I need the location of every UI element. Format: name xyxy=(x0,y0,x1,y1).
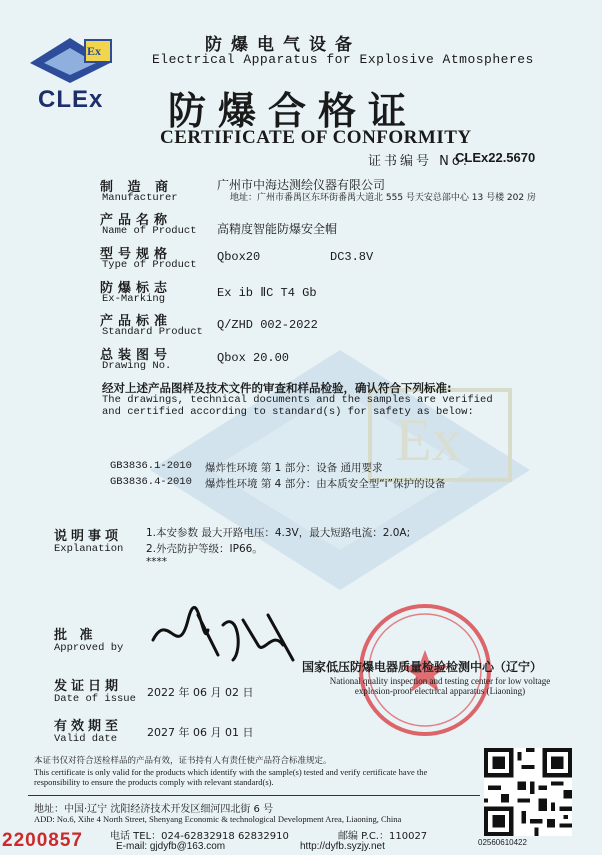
manufacturer-address: 地址：广州市番禺区东环街番禺大道北 555 号天安总部中心 13 号楼 202 房 xyxy=(230,193,536,203)
standard-label-cn: 产品标准 xyxy=(100,314,173,329)
product-label-en: Name of Product xyxy=(102,225,197,237)
footer-divider xyxy=(28,795,480,796)
logo-text: CLEx xyxy=(38,86,104,113)
drawing-label-en: Drawing No. xyxy=(102,360,172,372)
serial-number: 2200857 xyxy=(2,830,83,851)
manufacturer-label-en: Manufacturer xyxy=(102,192,178,204)
approved-label-en: Approved by xyxy=(54,642,124,654)
type-label-cn: 型号规格 xyxy=(100,247,173,262)
explanation-label-cn: 说明事项 xyxy=(54,529,123,544)
title-en: CERTIFICATE OF CONFORMITY xyxy=(160,127,472,148)
issue-label-cn: 发证日期 xyxy=(54,679,123,694)
explanation-line-1: 1.本安参数 最大开路电压：4.3V，最大短路电流：2.0A; xyxy=(146,527,411,539)
type-voltage: DC3.8V xyxy=(330,250,374,264)
cert-no: CLEx22.5670 xyxy=(455,150,536,165)
product-label-cn: 产品名称 xyxy=(100,213,173,228)
footer-address-cn: 地址：中国·辽宁 沈阳经济技术开发区细河四北街 6 号 xyxy=(34,804,274,815)
header-cn-subtitle: 防爆电气设备 xyxy=(205,35,361,55)
approved-label-cn: 批 准 xyxy=(54,628,97,643)
note-en: This certificate is only valid for the products which identify with the sample(s) tested and verify certificate have the responsibility to ensure the products comply with relevant standard(s). xyxy=(34,767,428,787)
institution-en: National quality inspection and testing center for low voltage explosion-proof electrical apparatus (Liaoning) xyxy=(329,676,551,696)
explanation-line-3: **** xyxy=(146,556,167,568)
type-label-en: Type of Product xyxy=(102,259,197,271)
drawing-value: Qbox 20.00 xyxy=(217,351,290,365)
footer-tel: 电话 TEL：024-62832918 62832910 xyxy=(110,831,289,842)
marking-value: Ex ib ⅡC T4 Gb xyxy=(217,286,317,300)
valid-label-en: Valid date xyxy=(54,733,118,745)
standard-name-2: 爆炸性环境 第 4 部分：由本质安全型“i”保护的设备 xyxy=(205,478,446,490)
note-cn: 本证书仅对符合送检样品的产品有效，证书持有人有责任使产品符合标准规定。 xyxy=(34,756,332,766)
institution-cn: 国家低压防爆电器质量检验检测中心（辽宁） xyxy=(302,660,543,674)
statement-en: The drawings, technical documents and the samples are verified and certified according to standard(s) for safety as below: xyxy=(102,394,493,418)
header-en-subtitle: Electrical Apparatus for Explosive Atmospheres xyxy=(152,52,534,67)
svg-text:Ex: Ex xyxy=(395,407,462,473)
qr-number: 02560610422 xyxy=(478,838,527,847)
standard-code-1: GB3836.1-2010 xyxy=(110,460,192,472)
marking-label-en: Ex-Marking xyxy=(102,293,166,305)
valid-date: 2027 年 06 月 01 日 xyxy=(147,726,254,739)
standard-code-2: GB3836.4-2010 xyxy=(110,476,192,488)
footer-website[interactable]: http://dyfb.syzjy.net xyxy=(300,841,385,852)
logo-badge: Ex xyxy=(87,44,102,58)
explanation-label-en: Explanation xyxy=(54,543,124,555)
cert-no-label: 证书编号 No: xyxy=(368,154,471,169)
signature xyxy=(148,600,298,670)
footer-email: E-mail: gjdyfb@163.com xyxy=(116,841,226,852)
marking-label-cn: 防爆标志 xyxy=(100,281,173,296)
statement-cn: 经对上述产品图样及技术文件的审查和样品检验，确认符合下列标准: xyxy=(102,381,452,395)
manufacturer-label-cn: 制 造 商 xyxy=(100,180,174,195)
product-value: 高精度智能防爆安全帽 xyxy=(217,222,338,236)
drawing-label-cn: 总装图号 xyxy=(100,348,173,363)
standard-label-en: Standard Product xyxy=(102,326,203,338)
valid-label-cn: 有效期至 xyxy=(54,719,123,734)
manufacturer-value: 广州市中海达测绘仪器有限公司 xyxy=(217,178,386,192)
footer-address-en: ADD: No.6, Xihe 4 North Street, Shenyang Economic & technological Development Area, Liaoning, China xyxy=(34,814,402,824)
standard-name-1: 爆炸性环境 第 1 部分：设备 通用要求 xyxy=(205,462,383,474)
title-cn: 防爆合格证 xyxy=(168,89,419,133)
issue-date: 2022 年 06 月 02 日 xyxy=(147,686,254,699)
footer-postcode: 邮编 P.C.：110027 xyxy=(338,831,428,842)
type-value: Qbox20 xyxy=(217,250,261,264)
qr-code xyxy=(484,748,572,836)
issue-label-en: Date of issue xyxy=(54,693,136,705)
standard-value: Q/ZHD 002-2022 xyxy=(217,318,318,332)
explanation-line-2: 2.外壳防护等级：IP66。 xyxy=(146,543,263,555)
